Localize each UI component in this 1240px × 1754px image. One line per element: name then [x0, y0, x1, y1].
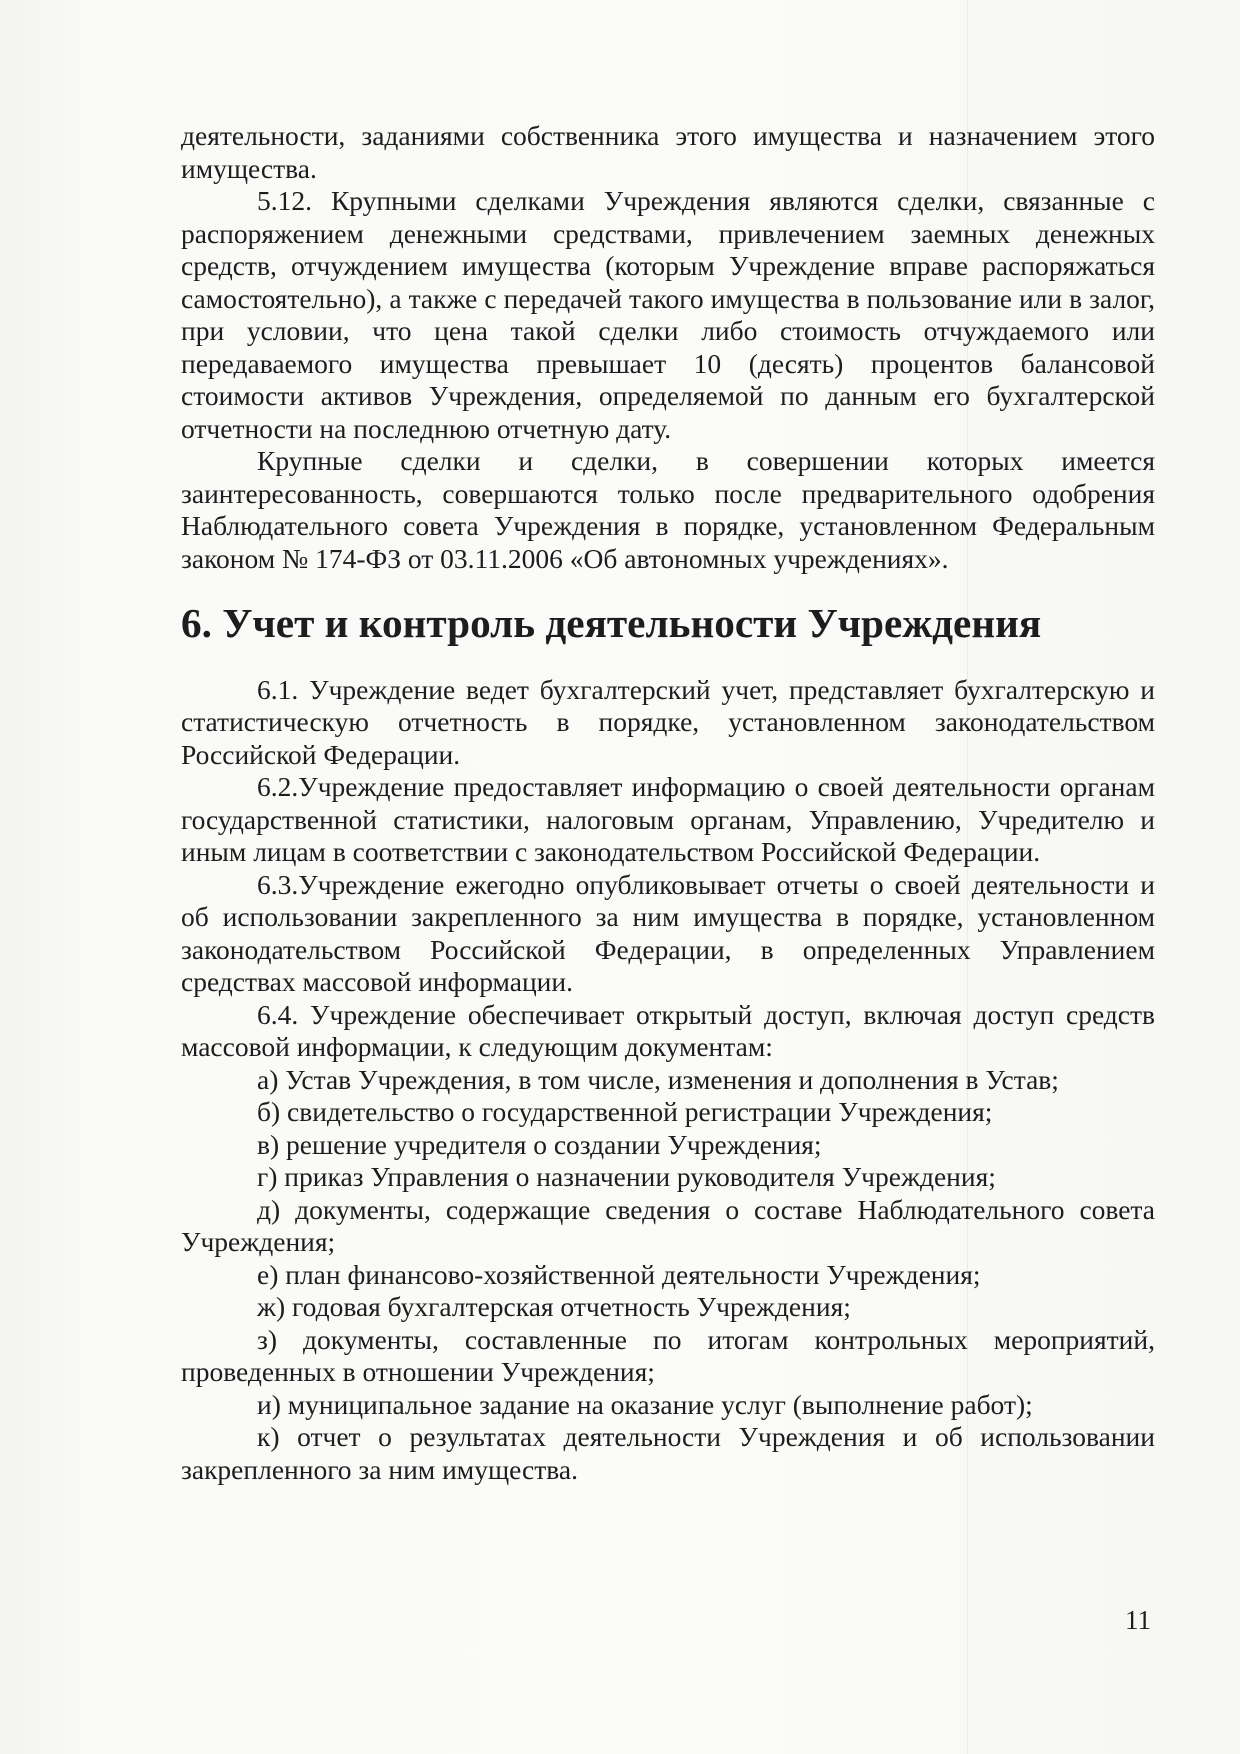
section-heading: 6. Учет и контроль деятельности Учреждения: [181, 600, 1042, 646]
paragraph-6-1: 6.1. Учреждение ведет бухгалтерский учет, представляет бухгалтерскую и статистическую отчетность в порядке, установленном законодательством Российской Федерации.: [181, 673, 1155, 770]
list-item-k: к) отчет о результатах деятельности Учреждения и об использовании закрепленного за ним имущества.: [181, 1421, 1155, 1485]
list-item-e: е) план финансово-хозяйственной деятельности Учреждения;: [257, 1258, 981, 1290]
list-item-d: д) документы, содержащие сведения о составе Наблюдательного совета Учреждения;: [181, 1193, 1155, 1257]
list-item-zh: ж) годовая бухгалтерская отчетность Учреждения;: [257, 1291, 851, 1322]
list-item-b: б) свидетельство о государственной регистрации Учреждения;: [257, 1096, 993, 1127]
document-body: [181, 120, 1155, 1486]
paragraph-large-deals: Крупные сделки и сделки, в совершении которых имеется заинтересованность, совершаются только после предварительного одобрения Наблюдательного совета Учреждения в порядке, установленном Федеральным законом № 174-ФЗ от 03.11.2006 «Об автономных учреждениях».: [181, 445, 1155, 574]
list-item-g: г) приказ Управления о назначении руководителя Учреждения;: [257, 1161, 996, 1192]
list-item-z: з) документы, составленные по итогам контрольных мероприятий, проведенных в отношении Учреждения;: [181, 1323, 1155, 1387]
list-item-a: а) Устав Учреждения, в том числе, изменения и дополнения в Устав;: [257, 1063, 1059, 1095]
list-item-v: в) решение учредителя о создании Учреждения;: [257, 1128, 822, 1160]
page-number: 11: [1125, 1605, 1151, 1635]
list-item-i: и) муниципальное задание на оказание услуг (выполнение работ);: [257, 1388, 1033, 1420]
paragraph-6-3: 6.3.Учреждение ежегодно опубликовывает отчеты о своей деятельности и об использовании закрепленного за ним имущества в порядке, установленном законодательством Российской Федерации, в определенных Управлением средствах массовой информации.: [181, 868, 1155, 997]
paragraph-6-2: 6.2.Учреждение предоставляет информацию о своей деятельности органам государственной статистики, налоговым органам, Управлению, Учредителю и иным лицам в соответствии с законодательством Российской Федерации.: [181, 771, 1155, 867]
paragraph-5-12: 5.12. Крупными сделками Учреждения являются сделки, связанные с распоряжением денежными средствами, привлечением заемных денежных средств, отчуждением имущества (которым Учреждение вправе распоряжаться самостоятельно), а также с передачей такого имущества в пользование или в залог, при условии, что цена такой сделки либо стоимость отчуждаемого или передаваемого имущества превышает 10 (десять) процентов балансовой стоимости активов Учреждения, определяемой по данным его бухгалтерской отчетности на последнюю отчетную дату.: [181, 185, 1155, 444]
paragraph-6-4: 6.4. Учреждение обеспечивает открытый доступ, включая доступ средств массовой информации, к следующим документам:: [181, 998, 1155, 1062]
paragraph-continuation: деятельности, заданиями собственника этого имущества и назначением этого имущества.: [181, 120, 1155, 184]
